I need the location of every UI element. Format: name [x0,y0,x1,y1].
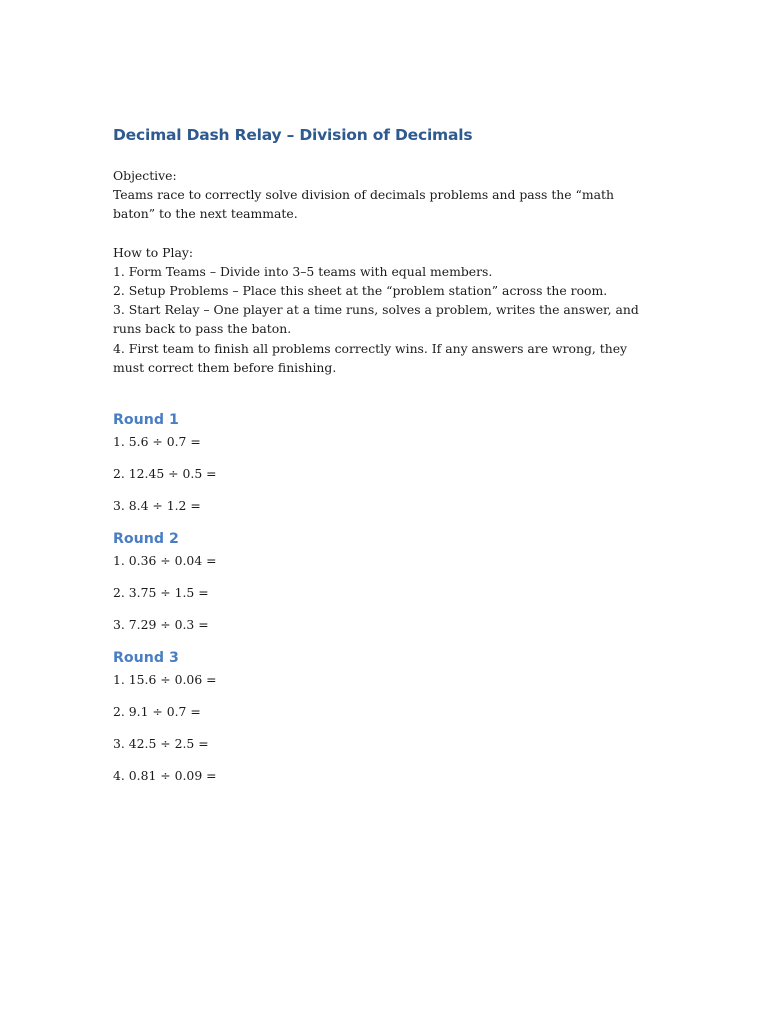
document-page [113,124,653,785]
round-1-section [113,410,653,515]
problem-item: 1. 0.36 ÷ 0.04 = [113,553,217,569]
problem-item: 3. 7.29 ÷ 0.3 = [113,617,209,633]
problem-item: 1. 5.6 ÷ 0.7 = [113,434,201,450]
step-item: 4. First team to finish all problems correctly wins. If any answers are wrong, they must correct them before finishing. [113,340,628,375]
round-1-heading: Round 1 [113,412,179,429]
objective-section [113,166,653,224]
round-2-section [113,529,653,634]
round-3-section [113,648,653,785]
problem-item: 3. 42.5 ÷ 2.5 = [113,736,209,752]
how-to-play-section [113,243,653,377]
step-item: 1. Form Teams – Divide into 3–5 teams with equal members. [113,263,493,279]
problem-item: 4. 0.81 ÷ 0.09 = [113,768,217,784]
how-to-play-label: How to Play: [113,244,194,260]
step-item: 3. Start Relay – One player at a time runs, solves a problem, writes the answer, and runs back to pass the baton. [113,302,639,337]
problem-item: 1. 15.6 ÷ 0.06 = [113,672,217,688]
problem-item: 2. 9.1 ÷ 0.7 = [113,704,201,720]
problem-item: 3. 8.4 ÷ 1.2 = [113,498,201,514]
problem-item: 2. 12.45 ÷ 0.5 = [113,466,217,482]
problem-item: 2. 3.75 ÷ 1.5 = [113,585,209,601]
objective-label: Objective: [113,168,177,183]
objective-text: Teams race to correctly solve division of decimals problems and pass the “math baton” to the next teammate. [113,187,614,222]
step-item: 2. Setup Problems – Place this sheet at the “problem station” across the room. [113,283,608,299]
document-title: Decimal Dash Relay – Division of Decimals [113,126,473,144]
round-2-heading: Round 2 [113,531,179,548]
round-3-heading: Round 3 [113,650,179,667]
